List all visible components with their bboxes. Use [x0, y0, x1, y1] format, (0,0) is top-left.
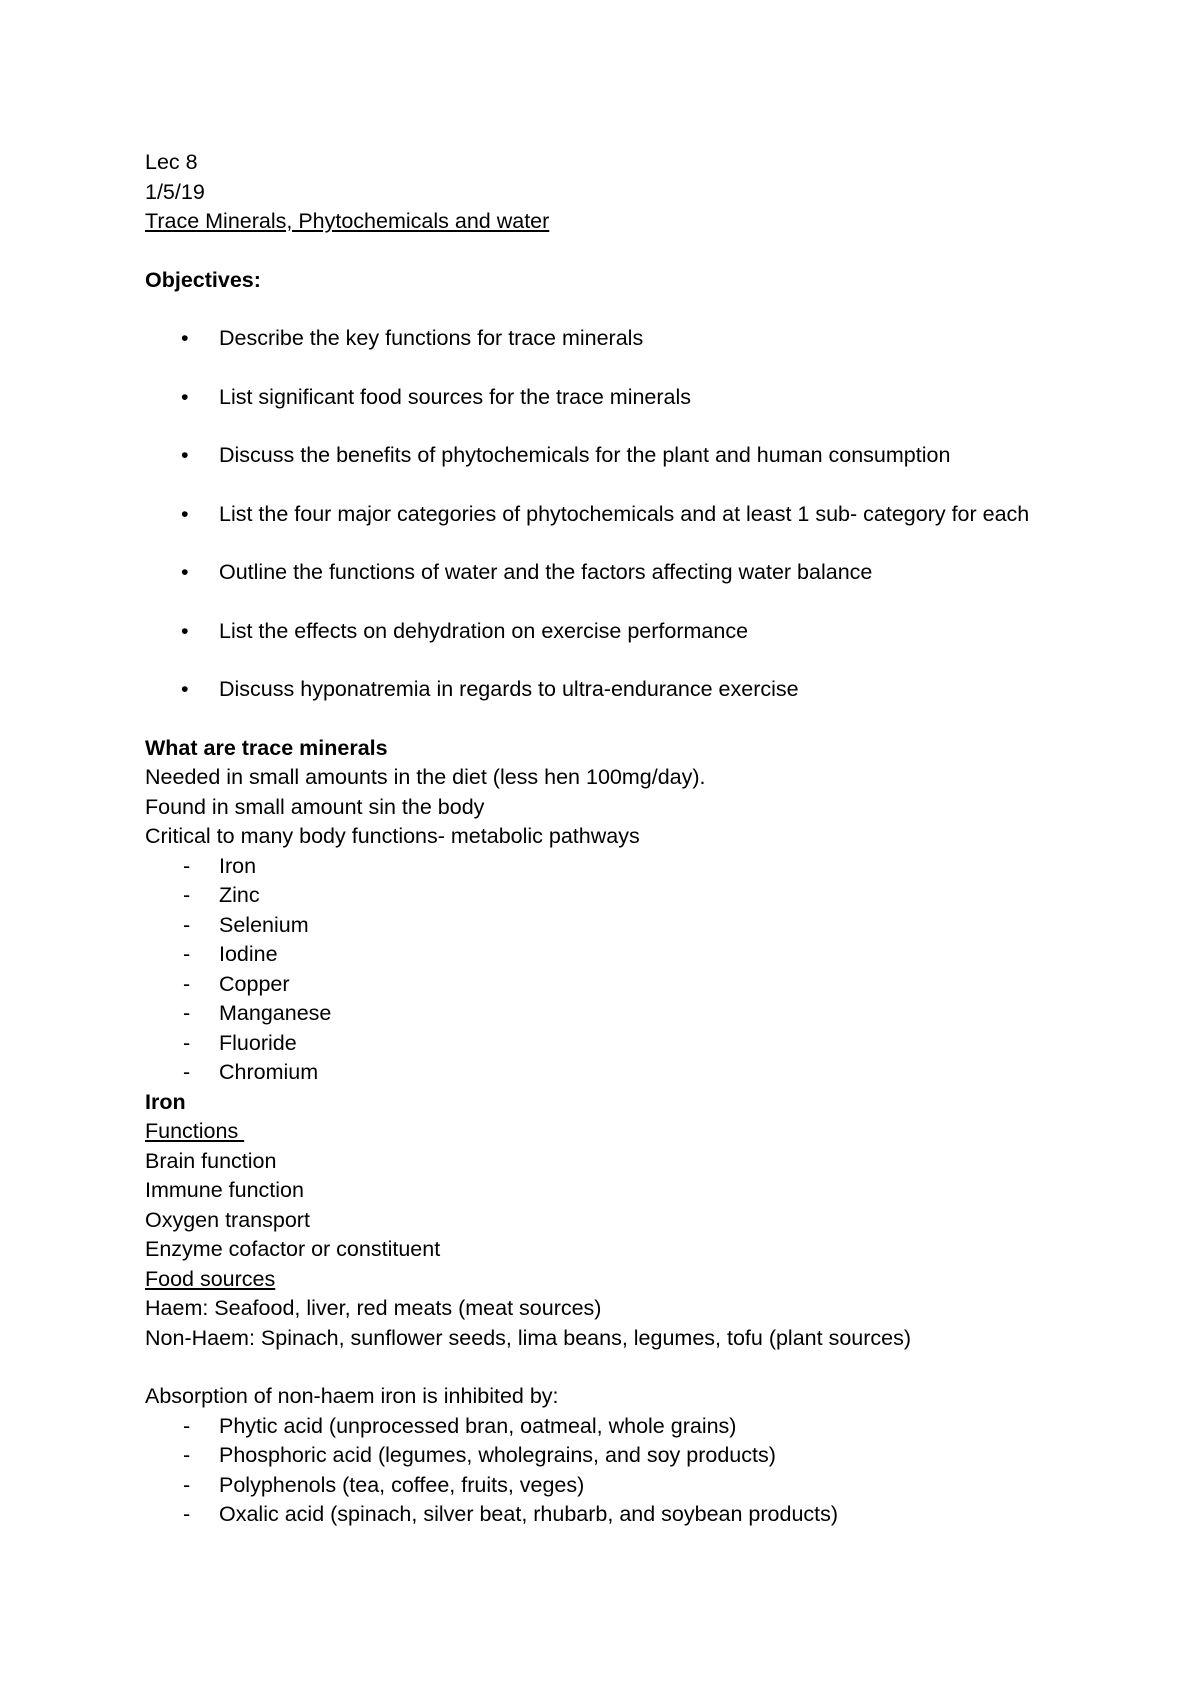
list-item: - Chromium: [145, 1058, 1105, 1088]
function-line: Immune function: [145, 1178, 304, 1202]
trace-minerals-line: Critical to many body functions- metabolic pathways: [145, 824, 640, 848]
trace-minerals-line: Needed in small amounts in the diet (less hen 100mg/day).: [145, 765, 706, 789]
trace-minerals-list: [145, 852, 1105, 1088]
bullet-icon: •: [181, 384, 189, 409]
dash-icon: -: [183, 1472, 191, 1497]
objectives-list: [145, 324, 1105, 705]
lecture-number: Lec 8: [145, 150, 198, 174]
objectives-heading: Objectives:: [145, 267, 261, 292]
lecture-date: 1/5/19: [145, 179, 205, 204]
list-item: • Discuss the benefits of phytochemicals for the plant and human consumption: [145, 441, 1105, 471]
list-item: - Zinc: [145, 881, 1105, 911]
iron-heading: Iron: [145, 1089, 186, 1114]
function-line: Brain function: [145, 1148, 277, 1173]
list-item: - Oxalic acid (spinach, silver beat, rhubarb, and soybean products): [145, 1500, 1105, 1530]
list-item: - Fluoride: [145, 1029, 1105, 1059]
list-item: • List the effects on dehydration on exercise performance: [145, 617, 1105, 647]
dash-icon: -: [183, 942, 191, 966]
list-item: - Selenium: [145, 911, 1105, 941]
document-title: Trace Minerals, Phytochemicals and water: [145, 209, 550, 233]
function-line: Oxygen transport: [145, 1207, 310, 1232]
list-item: - Iron: [145, 852, 1105, 882]
bullet-icon: •: [181, 501, 189, 526]
bullet-icon: •: [181, 326, 189, 350]
trace-minerals-heading: What are trace minerals: [145, 735, 388, 760]
food-source-line: Haem: Seafood, liver, red meats (meat sources): [145, 1296, 602, 1320]
dash-icon: -: [183, 971, 191, 996]
dash-icon: -: [183, 1443, 191, 1467]
food-sources-heading: Food sources: [145, 1266, 276, 1291]
dash-icon: -: [183, 1060, 191, 1084]
function-line: Enzyme cofactor or constituent: [145, 1237, 441, 1261]
food-source-line: Non-Haem: Spinach, sunflower seeds, lima beans, legumes, tofu (plant sources): [145, 1325, 912, 1350]
document-page: [145, 148, 1105, 1530]
list-item: • List significant food sources for the trace minerals: [145, 383, 1105, 413]
trace-minerals-line: Found in small amount sin the body: [145, 794, 485, 819]
absorption-heading: Absorption of non-haem iron is inhibited by:: [145, 1384, 559, 1408]
list-item: • Outline the functions of water and the factors affecting water balance: [145, 558, 1105, 588]
absorption-inhibitors-list: [145, 1412, 1105, 1530]
list-item: • Discuss hyponatremia in regards to ultra-endurance exercise: [145, 675, 1105, 705]
dash-icon: -: [183, 853, 191, 878]
bullet-icon: •: [181, 618, 189, 643]
list-item: • Describe the key functions for trace minerals: [145, 324, 1105, 354]
list-item: - Phosphoric acid (legumes, wholegrains, and soy products): [145, 1441, 1105, 1471]
functions-heading: Functions: [145, 1119, 245, 1143]
list-item: - Iodine: [145, 940, 1105, 970]
bullet-icon: •: [181, 677, 189, 701]
dash-icon: -: [183, 912, 191, 937]
list-item: - Copper: [145, 970, 1105, 1000]
bullet-icon: •: [181, 443, 189, 467]
dash-icon: -: [183, 1502, 191, 1526]
dash-icon: -: [183, 1030, 191, 1055]
list-item: - Manganese: [145, 999, 1105, 1029]
list-item: - Phytic acid (unprocessed bran, oatmeal, whole grains): [145, 1412, 1105, 1442]
list-item: - Polyphenols (tea, coffee, fruits, veges): [145, 1471, 1105, 1501]
dash-icon: -: [183, 883, 191, 907]
dash-icon: -: [183, 1413, 191, 1438]
list-item: • List the four major categories of phytochemicals and at least 1 sub- category for each: [145, 500, 1105, 530]
dash-icon: -: [183, 1001, 191, 1025]
bullet-icon: •: [181, 560, 189, 584]
